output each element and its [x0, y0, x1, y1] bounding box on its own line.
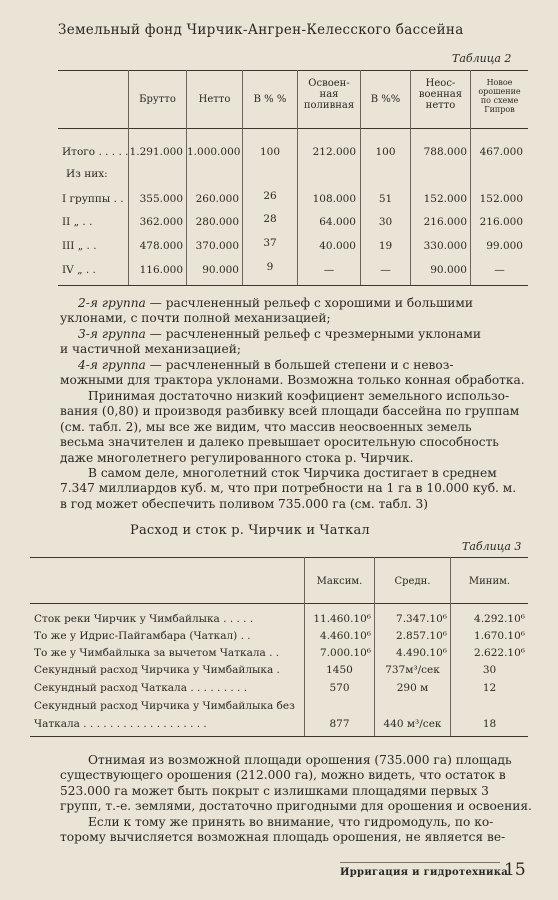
footer-rule [340, 862, 500, 863]
text-line: и частичной механизацией; [60, 342, 241, 357]
text-line: уклонами, с почти полной механизацией; [60, 311, 331, 326]
table3-header: Средн. [394, 576, 431, 587]
table2-title: Земельный фонд Чирчик-Ангрен-Келесского бассейна [58, 22, 464, 38]
row-label: III „ . . [62, 240, 97, 252]
running-footer: Ирригация и гидротехника [340, 867, 509, 878]
row-label: Из них: [66, 168, 108, 180]
text-line: 4-я группа — расчлененный в большей степени и с невоз- [78, 357, 454, 372]
table2-header: Неос- военная нетто [418, 78, 463, 111]
table2-header: Нетто [198, 94, 231, 105]
group-descriptions [60, 296, 525, 388]
page-number: 15 [504, 860, 526, 880]
table2-caption: Таблица 2 [452, 52, 512, 65]
row-label: Чаткала . . . . . . . . . . . . . . . . . . . [34, 718, 207, 730]
table3-header: Максим. [316, 576, 363, 587]
row-label: II „ . . [62, 216, 93, 228]
text-line: 3-я группа — расчлененный рельеф с чрезмерными уклонами [78, 326, 482, 341]
row-label: Секундный расход Чирчика у Чимбайлыка . [34, 664, 280, 676]
table2-header: Освоен- ная поливная [303, 78, 355, 111]
table3-header: Миним. [468, 576, 511, 587]
row-label: Секундный расход Чаткала . . . . . . . . . [34, 682, 248, 694]
body-paragraph: Отнимая из возможной площади орошения (735.000 га) площадь существующего орошения (212.000 га), можно видеть, что остаток в 523.000 га может быть покрыт с излишками площадями первых 3 групп, т.-е. землями, достаточно пригодными для орошения и освоения. Если к тому же принять во внимание, что гидромодуль, по ко- торому вычисляется возможная площадь орошения, не является ве- [60, 753, 532, 845]
table2-header: Брутто [139, 94, 176, 105]
table3-caption: Таблица 3 [462, 540, 522, 553]
row-label: I группы . . [62, 193, 124, 205]
text-line: можными для трактора уклонами. Возможна только конная обработка. [60, 373, 525, 388]
body-paragraph: Принимая достаточно низкий коэфициент земельного использо- вания (0,80) и производя разбивку всей площади бассейна по группам (см. табл. 2), мы все же видим, что массив неосвоенных земель весьма значителен и далеко превышает оросительную способность даже многолетнего регулированного стока р. Чирчик. В самом деле, многолетний сток Чирчика достигает в среднем 7.347 миллиардов куб. м, что при потребности на 1 га в 10.000 куб. м. в год может обеспечить поливом 735.000 га (см. табл. 3) [60, 389, 520, 511]
row-label: IV „ . . [62, 264, 96, 276]
text-line: 2-я группа — расчлененный рельеф с хорошими и большими [78, 296, 474, 310]
row-label: Секундный расход Чирчика у Чимбайлыка без [34, 700, 295, 712]
document-page: Земельный фонд Чирчик-Ангрен-Келесского бассейна Таблица 2 Брутто Нетто В % % Освоен- ная поливная В %% Неос- военная нетто Новое орошение по схеме Гипров Итого . . . . . 1.291.000 1.000.000 100 212.000 100 788.000 467.000 Из них: I группы . . 355.000 260.000 26 108.000 51 152.000 152.000 II „ . . 362.000 280.000 28 64.000 30 216.000 216.000 III „ . . 478.000 370.000 37 40.000 19 330.000 99.000 IV „ . . 116.000 90.000 9 — — 90.000 — 2-я группа — расчлененный рельеф с хорошими и большими уклонами, с почти полной механизацией; 3-я группа — расчлененный рельеф с чрезмерными уклонами и частичной механизацией; 4-я группа — расчлененный в большей степени и с невоз- можными для трактора уклонами. Возможна только конная обработка. Принимая достаточно низкий коэфициент земельного использо- вания (0,80) и производя разбивку всей площади бассейна по группам (см. табл. 2), мы все же видим, что массив неосвоенных земель весьма значителен и далеко превышает оросительную способность даже многолетнего регулированного стока р. Чирчик. В самом деле, многолетний сток Чирчика достигает в среднем 7.347 миллиардов куб. м, что при потребности на 1 га в 10.000 куб. м. в год может обеспечить поливом 735.000 га (см. табл. 3) Расход и сток р. Чирчик и Чаткал Таблица 3 Максим. Средн. Миним. Сток реки Чирчик у Чимбайлыка . . . . . 11.460.10⁶ 7.347.10⁶ 4.292.10⁶ То же у Идрис-Пайгамбара (Чаткал) . . 4.460.10⁶ 2.857.10⁶ 1.670.10⁶ То же у Чимбайлыка за вычетом Чаткала . . 7.000.10⁶ 4.490.10⁶ 2.622.10⁶ Секундный расход Чирчика у Чимбайлыка . 1450 737м³/сек 30 Секундный расход Чаткала . . . . . . . . . 570 290 м 12 Секундный расход Чирчика у Чимбайлыка без Чаткала . . . . . . . . . . . . . . . . . . . 877 440 м³/сек 18 Отнимая из возможной площади орошения (735.000 га) площадь существующего орошения (212.000 га), можно видеть, что остаток в 523.000 га может быть покрыт с излишками площадями первых 3 групп, т.-е. землями, достаточно пригодными для орошения и освоения. Если к тому же принять во внимание, что гидромодуль, по ко- торому вычисляется возможная площадь орошения, не является ве- Ирригация и гидротехника 15 [0, 0, 558, 900]
table3-title: Расход и сток р. Чирчик и Чаткал [130, 523, 370, 538]
table2-bottom-rule [58, 285, 528, 286]
row-label: То же у Чимбайлыка за вычетом Чаткала . . [34, 647, 280, 659]
table2-header: Новое орошение по схеме Гипров [478, 78, 521, 114]
row-label: То же у Идрис-Пайгамбара (Чаткал) . . [34, 630, 251, 642]
row-label: Итого . . . . . [62, 146, 129, 158]
table2-header: В %% [370, 94, 401, 105]
row-label: Сток реки Чирчик у Чимбайлыка . . . . . [34, 613, 254, 625]
table2-header: В % % [253, 94, 287, 105]
